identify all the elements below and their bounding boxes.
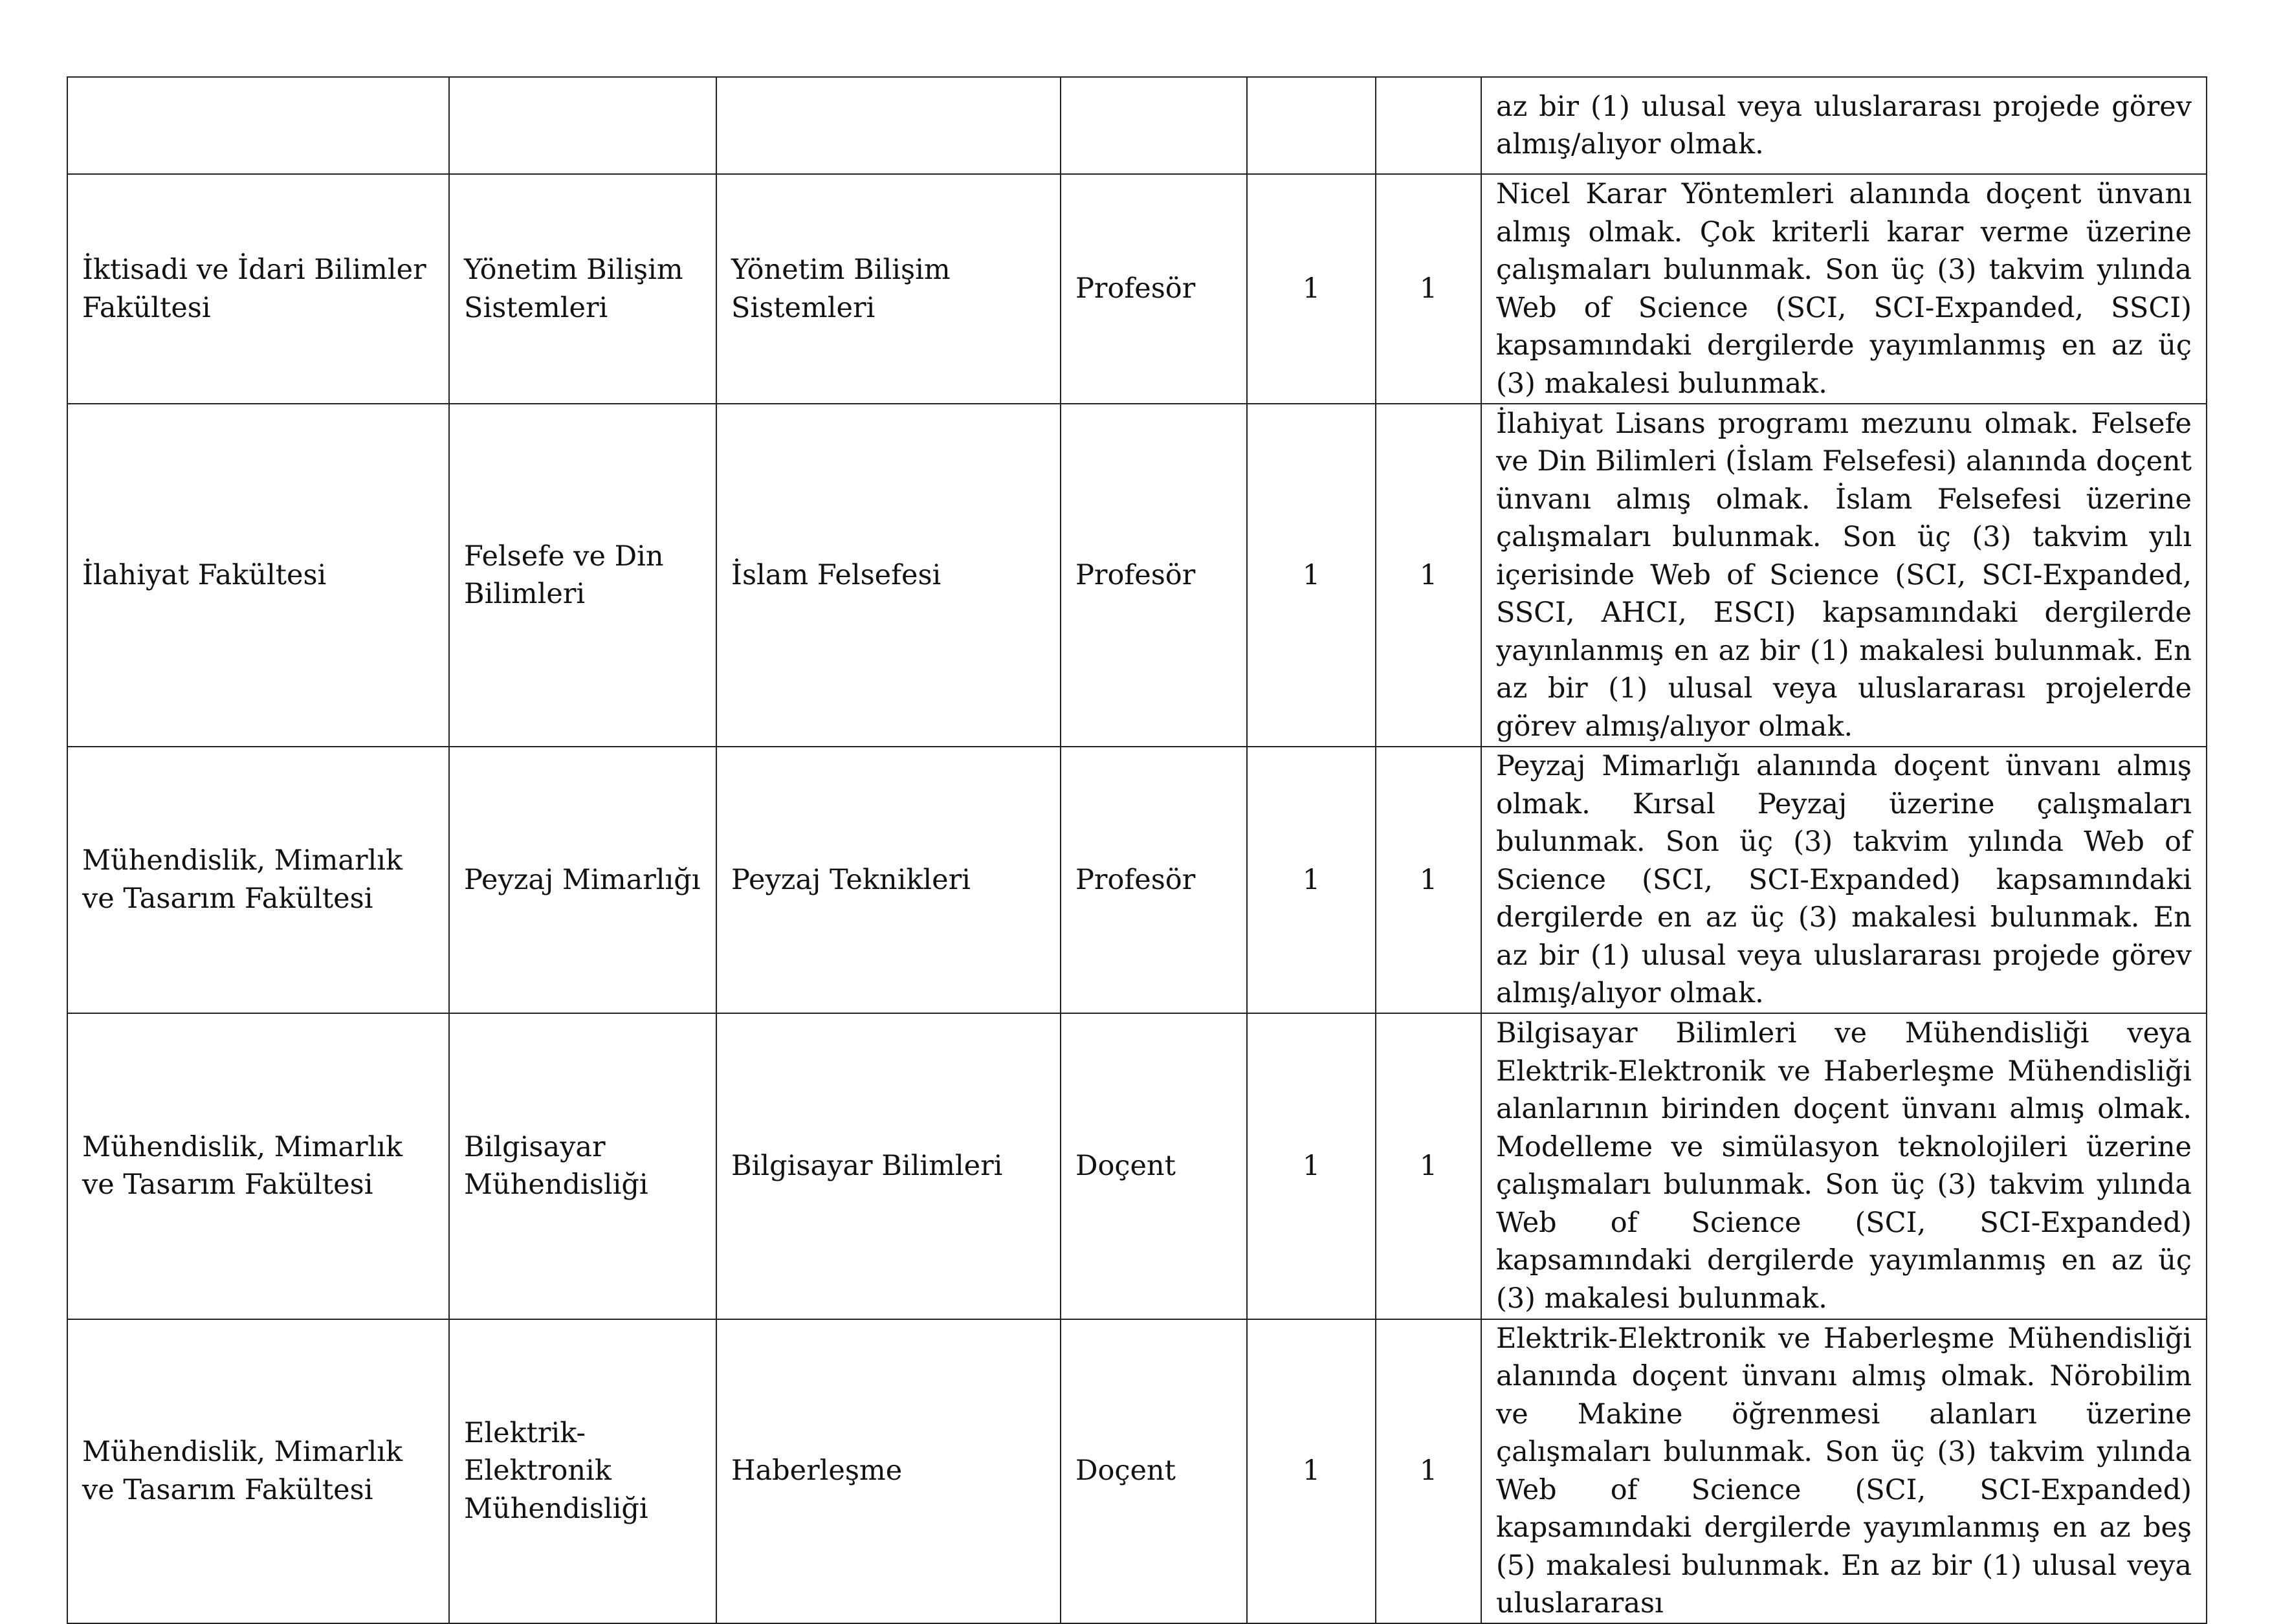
title-cell: Profesör: [1061, 747, 1247, 1013]
title-cell: Doçent: [1061, 1319, 1247, 1623]
faculty-cell: İlahiyat Fakültesi: [67, 404, 449, 747]
field-cell: Bilgisayar Bilimleri: [716, 1013, 1061, 1319]
requirements-cell: [1481, 1013, 2207, 1319]
requirements-text: Nicel Karar Yöntemleri alanında doçent ünvanı almış olmak. Çok kriterli karar verme üzerine çalışmaları bulunmak. Son üç (3) takvim yılında Web of Science (SCI, SCI-Expanded, SSCI) kapsamındaki dergilerde yayımlanmış en az üç (3) makalesi bulunmak.: [1496, 178, 2192, 400]
title-cell: Profesör: [1061, 404, 1247, 747]
department-cell: Elektrik-Elektronik Mühendisliği: [449, 1319, 716, 1623]
count-cell: 1: [1247, 1319, 1376, 1623]
count-cell: 1: [1247, 747, 1376, 1013]
count-cell: 1: [1376, 174, 1481, 404]
positions-table: [67, 76, 2207, 1624]
department-cell: Peyzaj Mimarlığı: [449, 747, 716, 1013]
requirements-cell: [1481, 1319, 2207, 1623]
requirements-text: İlahiyat Lisans programı mezunu olmak. Felsefe ve Din Bilimleri (İslam Felsefesi) alanında doçent ünvanı almış olmak. İslam Felsefesi üzerine çalışmaları bulunmak. Son üç (3) takvim yılı içerisinde Web of Science (SCI, SCI-Expanded, SSCI, AHCI, ESCI) kapsamındaki dergilerde yayınlanmış en az bir (1) makalesi bulunmak. En az bir (1) ulusal veya uluslararası projelerde görev almış/alıyor olmak.: [1496, 407, 2192, 743]
table-row: [67, 77, 2207, 174]
table-row: [67, 1013, 2207, 1319]
faculty-cell: İktisadi ve İdari Bilimler Fakültesi: [67, 174, 449, 404]
department-cell: Yönetim Bilişim Sistemleri: [449, 174, 716, 404]
requirements-text: Elektrik-Elektronik ve Haberleşme Mühendisliği alanında doçent ünvanı almış olmak. Nörobilim ve Makine öğrenmesi alanları üzerine çalışmaları bulunmak. Son üç (3) takvim yılında Web of Science (SCI, SCI-Expanded) kapsamındaki dergilerde yayımlanmış en az beş (5) makalesi bulunmak. En az bir (1) ulusal veya uluslararası: [1496, 1322, 2192, 1619]
count-cell: 1: [1247, 404, 1376, 747]
field-cell: [716, 77, 1061, 174]
department-cell: Bilgisayar Mühendisliği: [449, 1013, 716, 1319]
count-cell: 1: [1376, 747, 1481, 1013]
requirements-text: az bir (1) ulusal veya uluslararası projede görev almış/alıyor olmak.: [1496, 90, 2192, 160]
requirements-text: Peyzaj Mimarlığı alanında doçent ünvanı almış olmak. Kırsal Peyzaj üzerine çalışmaları bulunmak. Son üç (3) takvim yılında Web of Science (SCI, SCI-Expanded) kapsamındaki dergilerde en az üç (3) makalesi bulunmak. En az bir (1) ulusal veya uluslararası projede görev almış/alıyor olmak.: [1496, 750, 2192, 1009]
faculty-cell: Mühendislik, Mimarlık ve Tasarım Fakültesi: [67, 1319, 449, 1623]
title-cell: Doçent: [1061, 1013, 1247, 1319]
count-cell: 1: [1247, 174, 1376, 404]
count-cell: 1: [1376, 1013, 1481, 1319]
count-cell: [1247, 77, 1376, 174]
count-cell: 1: [1376, 1319, 1481, 1623]
table-row: [67, 174, 2207, 404]
requirements-cell: [1481, 404, 2207, 747]
count-cell: 1: [1376, 404, 1481, 747]
requirements-cell: [1481, 77, 2207, 174]
requirements-cell: [1481, 174, 2207, 404]
department-cell: Felsefe ve Din Bilimleri: [449, 404, 716, 747]
count-cell: [1376, 77, 1481, 174]
field-cell: İslam Felsefesi: [716, 404, 1061, 747]
title-cell: Profesör: [1061, 174, 1247, 404]
faculty-cell: Mühendislik, Mimarlık ve Tasarım Fakültesi: [67, 1013, 449, 1319]
table-row: [67, 1319, 2207, 1623]
faculty-cell: [67, 77, 449, 174]
field-cell: Yönetim Bilişim Sistemleri: [716, 174, 1061, 404]
requirements-text: Bilgisayar Bilimleri ve Mühendisliği veya Elektrik-Elektronik ve Haberleşme Mühendisliği alanlarının birinden doçent ünvanı almış olmak. Modelleme ve simülasyon teknolojileri üzerine çalışmaları bulunmak. Son üç (3) takvim yılında Web of Science (SCI, SCI-Expanded) kapsamındaki dergilerde yayımlanmış en az üç (3) makalesi bulunmak.: [1496, 1017, 2192, 1315]
table-row: [67, 404, 2207, 747]
department-cell: [449, 77, 716, 174]
count-cell: 1: [1247, 1013, 1376, 1319]
requirements-cell: [1481, 747, 2207, 1013]
title-cell: [1061, 77, 1247, 174]
field-cell: Peyzaj Teknikleri: [716, 747, 1061, 1013]
faculty-cell: Mühendislik, Mimarlık ve Tasarım Fakültesi: [67, 747, 449, 1013]
table-row: [67, 747, 2207, 1013]
field-cell: Haberleşme: [716, 1319, 1061, 1623]
